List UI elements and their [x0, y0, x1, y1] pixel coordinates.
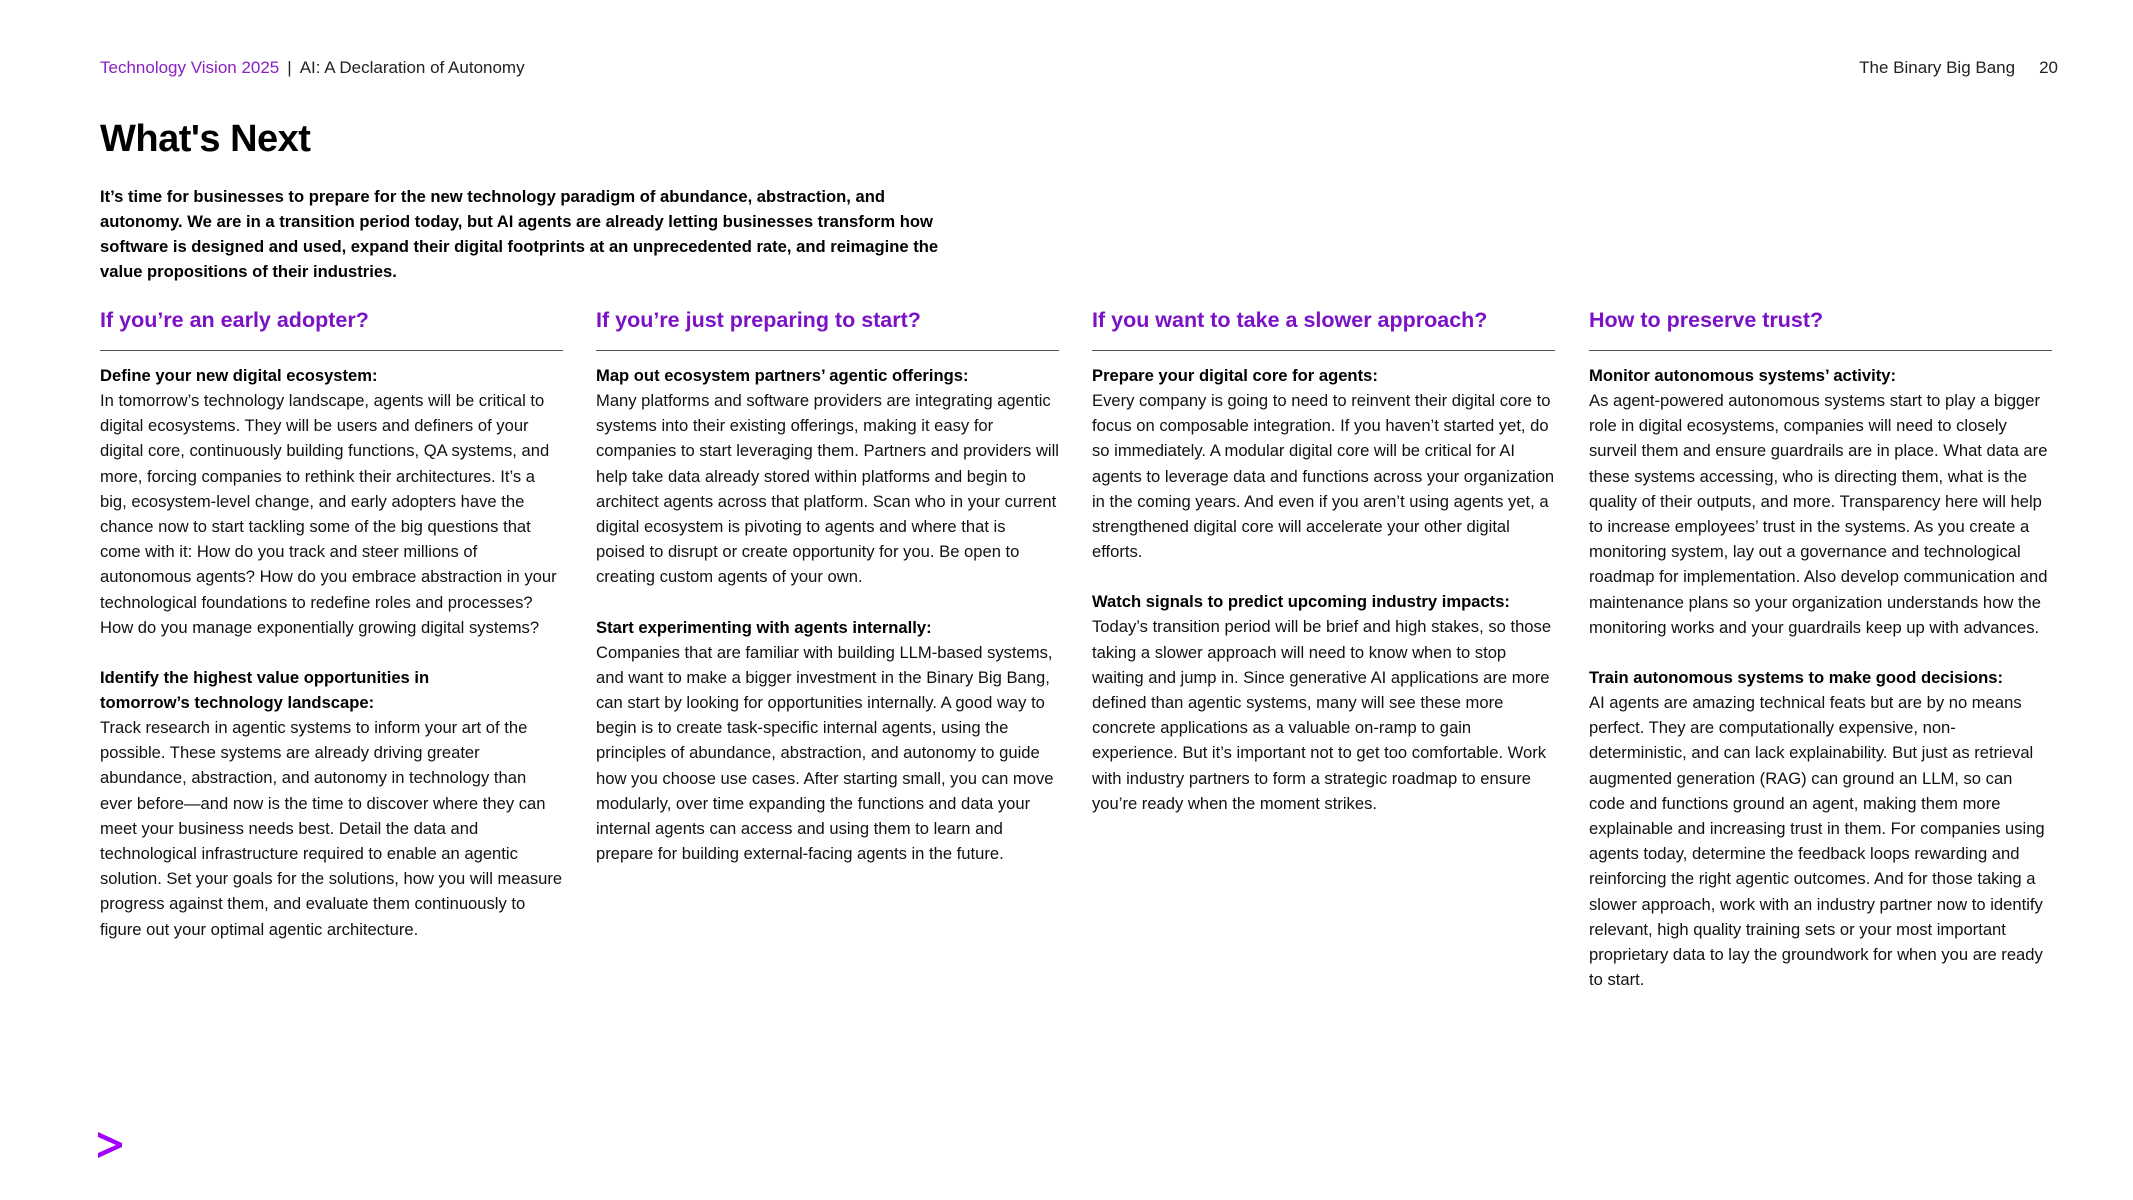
section-body: Companies that are familiar with building LLM-based systems, and want to make a bigger investment in the Binary Big Bang, can start by looking for opportunities internally. A good way to begin is to create task-specific internal agents, using the principles of abundance, abstraction, and autonomy to guide how you choose use cases. After starting small, you can move modularly, over time expanding the functions and data your internal agents can access and using them to learn and prepare for building external-facing agents in the future. — [596, 642, 1054, 864]
column-section — [100, 363, 563, 640]
report-brand: Technology Vision 2025 — [100, 58, 280, 77]
column-preserve-trust — [1589, 306, 2052, 992]
column-preparing-to-start — [596, 306, 1059, 866]
column-heading: How to preserve trust? — [1589, 306, 2052, 351]
column-heading: If you’re just preparing to start? — [596, 306, 1059, 351]
section-title: Start experimenting with agents internally: — [596, 617, 932, 637]
report-subtitle: AI: A Declaration of Autonomy — [299, 58, 525, 77]
column-section — [596, 363, 1059, 590]
column-section — [1589, 363, 2052, 640]
column-section — [1092, 363, 1555, 564]
page-number: 20 — [2039, 58, 2058, 77]
section-title: Identify the highest value opportunities in tomorrow’s technology landscape: — [100, 668, 430, 713]
column-section — [1589, 665, 2052, 992]
section-title: Watch signals to predict upcoming industry impacts: — [1092, 592, 1510, 612]
section-title: Train autonomous systems to make good decisions: — [1589, 668, 2004, 688]
section-name: The Binary Big Bang — [1859, 58, 2016, 77]
section-title: Prepare your digital core for agents: — [1092, 366, 1378, 385]
section-body: Many platforms and software providers are integrating agentic systems into their existing offerings, making it easy for companies to start leveraging them. Partners and providers will help take data already stored within platforms and begin to architect agents across that platform. Scan who in your current digital ecosystem is pivoting to agents and where that is poised to disrupt or create opportunity for you. Be open to creating custom agents of your own. — [596, 391, 1059, 587]
section-body: AI agents are amazing technical feats but are by no means perfect. They are computationally expensive, non-deterministic, and can lack explainability. But just as retrieval augmented generation (RAG) can ground an LLM, so can code and functions ground an agent, making them more explainable and increasing trust in them. For companies using agents today, determine the feedback loops rewarding and reinforcing the right agentic outcomes. And for those taking a slower approach, work with an industry partner now to identify relevant, high quality training sets or your most important proprietary data to lay the groundwork for when you are ready to start. — [1589, 693, 2045, 990]
column-section — [100, 665, 563, 942]
column-heading: If you’re an early adopter? — [100, 306, 563, 351]
section-body: In tomorrow’s technology landscape, agents will be critical to digital ecosystems. They will be users and definers of your digital core, continuously building functions, QA systems, and more, forcing companies to rethink their architectures. It’s a big, ecosystem-level change, and early adopters have the chance now to start tackling some of the big questions that come with it: How do you track and steer millions of autonomous agents? How do you embrace abstraction in your technological foundations to redefine roles and processes? How do you manage exponentially growing digital systems? — [100, 391, 557, 637]
section-body: Every company is going to need to reinvent their digital core to focus on composable integration. If you haven’t started yet, do so immediately. A modular digital core will be critical for AI agents to leverage data and functions across your organization in the coming years. And even if you aren’t using agents yet, a strengthened digital core will accelerate your other digital efforts. — [1092, 391, 1555, 562]
intro-paragraph: It’s time for businesses to prepare for the new technology paradigm of abundance, abstraction, and autonomy. We are in a transition period today, but AI agents are already letting businesses transform how software is designed and used, expand their digital footprints at an unprecedented rate, and reimagine the value propositions of their industries. — [100, 187, 939, 281]
column-heading: If you want to take a slower approach? — [1092, 306, 1555, 351]
column-early-adopter — [100, 306, 563, 942]
section-title: Define your new digital ecosystem: — [100, 366, 378, 385]
section-body: Track research in agentic systems to inform your art of the possible. These systems are already driving greater abundance, abstraction, and autonomy in technology than ever before—and now is the time to discover where they can meet your business needs best. Detail the data and technological infrastructure required to enable an agentic solution. Set your goals for the solutions, how you will measure progress against them, and evaluate them continuously to figure out your optimal agentic architecture. — [100, 718, 563, 939]
column-section — [1092, 589, 1555, 816]
header-separator: | — [287, 58, 292, 77]
document-header-right — [1859, 58, 2058, 78]
column-section — [596, 615, 1059, 867]
section-title: Map out ecosystem partners’ agentic offerings: — [596, 366, 969, 385]
section-body: As agent-powered autonomous systems start to play a bigger role in digital ecosystems, companies will need to closely surveil them and ensure guardrails are in place. What data are these systems accessing, who is directing them, what is the quality of their outputs, and more. Transparency here will help to increase employees’ trust in the systems. As you create a monitoring system, lay out a governance and technological roadmap for implementation. Also develop communication and maintenance plans so your organization understands how the monitoring works and your guardrails keep up with advances. — [1589, 391, 2048, 637]
document-header-left — [100, 58, 525, 78]
column-slower-approach — [1092, 306, 1555, 816]
section-body: Today’s transition period will be brief and high stakes, so those taking a slower approach will need to know when to stop waiting and jump in. Since generative AI applications are more defined than agentic systems, many will see these more concrete applications as a valuable on-ramp to gain experience. But it’s important not to get too comfortable. Work with industry partners to form a strategic roadmap to ensure you’re ready when the moment strikes. — [1092, 617, 1552, 813]
section-title: Monitor autonomous systems’ activity: — [1589, 366, 1897, 385]
page-title: What's Next — [100, 118, 311, 160]
accenture-greater-than-icon — [96, 1130, 124, 1158]
